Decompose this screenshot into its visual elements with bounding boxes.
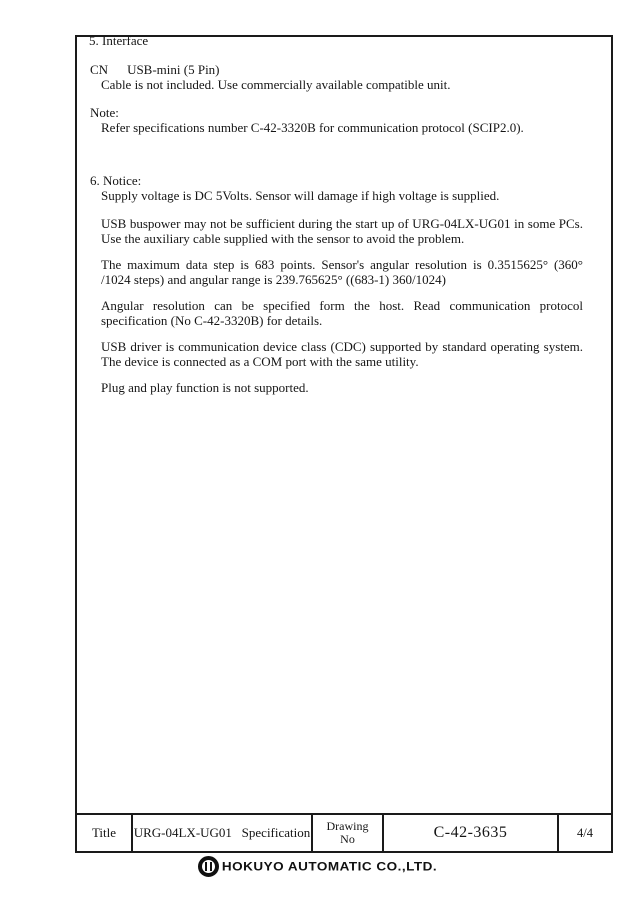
page-number: 4/4 <box>577 826 593 840</box>
drawing-label-line1: Drawing <box>326 819 369 833</box>
notice-paragraph-usb-buspower: USB buspower may not be sufficient during the start up of URG-04LX-UG01 in some PCs. Use the auxiliary cable supplied with the sensor to avoid the problem. <box>101 216 583 246</box>
drawing-number: C-42-3635 <box>384 815 559 851</box>
page-border-frame <box>75 35 613 853</box>
title-block <box>77 813 611 851</box>
section6-heading: 6. Notice: <box>90 173 142 188</box>
note-text: Refer specifications number C-42-3320B for communication protocol (SCIP2.0). <box>101 120 524 135</box>
note-label: Note: <box>90 105 119 120</box>
connector-label: CN <box>90 62 109 77</box>
drawing-label-line2: No <box>340 832 355 846</box>
title-value: URG-04LX-UG01 Specification <box>133 815 313 851</box>
notice-paragraph-supply-voltage: Supply voltage is DC 5Volts. Sensor will damage if high voltage is supplied. <box>101 188 500 203</box>
company-name: HOKUYO AUTOMATIC CO.,LTD. <box>221 859 438 874</box>
section5-heading: 5. Interface <box>89 33 149 48</box>
footer-logo <box>0 856 635 877</box>
connector-line <box>90 62 583 77</box>
notice-paragraph-plug-and-play: Plug and play function is not supported. <box>101 380 309 395</box>
logo-bar-left <box>205 862 208 871</box>
cable-note: Cable is not included. Use commercially available compatible unit. <box>101 77 451 92</box>
notice-paragraph-usb-driver: USB driver is communication device class (CDC) supported by standard operating system. The device is connected as a COM port with the same utility. <box>101 339 583 369</box>
hokuyo-logo-icon <box>198 856 219 877</box>
logo-bar-right <box>210 862 213 871</box>
notice-paragraph-max-data-step: The maximum data step is 683 points. Sensor's angular resolution is 0.3515625° (360° /1024 steps) and angular range is 239.765625° ((683-1) 360/1024) <box>101 257 583 287</box>
title-label: Title <box>77 815 133 851</box>
connector-value: USB-mini (5 Pin) <box>127 62 220 77</box>
page-content <box>90 37 583 395</box>
notice-paragraph-angular-resolution: Angular resolution can be specified form the host. Read communication protocol specification (No C-42-3320B) for details. <box>101 298 583 328</box>
drawing-no-label <box>313 815 384 851</box>
